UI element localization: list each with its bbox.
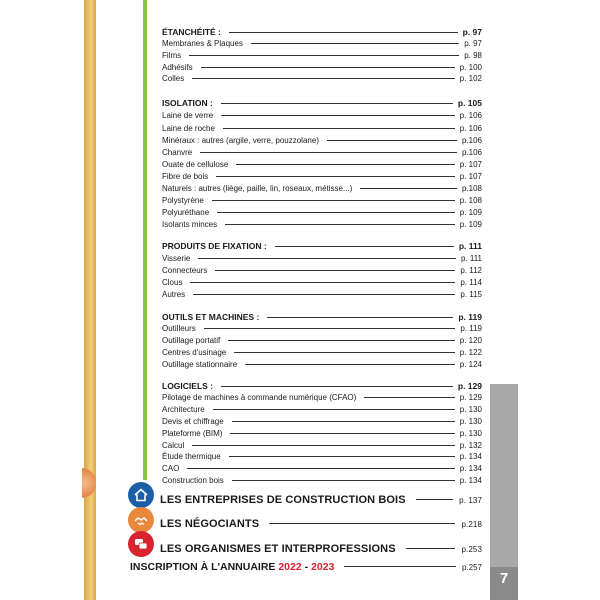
toc-item-label: Minéraux : autres (argile, verre, pouzzolane) [162, 136, 319, 145]
dot-leader [221, 103, 453, 104]
toc-heading-etancheite[interactable] [162, 27, 482, 37]
page-number: 7 [499, 570, 509, 587]
toc-page-ref: p. 105 [457, 98, 482, 108]
toc-page-ref: p. 129 [459, 393, 482, 402]
section-organismes-interprofessions[interactable] [160, 543, 482, 555]
toc-item[interactable] [162, 111, 482, 121]
toc-heading-label: ISOLATION : [162, 98, 213, 108]
toc-page-ref: p. 97 [464, 39, 482, 48]
toc-page-ref: p. 122 [459, 348, 482, 357]
toc-item[interactable] [162, 124, 482, 134]
toc-page-ref: p. 134 [459, 476, 482, 485]
dot-leader [236, 164, 454, 165]
toc-item-label: Centres d'usinage [162, 348, 227, 357]
toc-item-label: Outillage stationnaire [162, 360, 238, 369]
toc-item[interactable] [162, 393, 482, 403]
toc-item-label: Laine de verre [162, 111, 214, 120]
toc-item-label: Adhésifs [162, 63, 193, 72]
toc-item[interactable] [162, 348, 482, 358]
toc-page-ref: p. 124 [459, 360, 482, 369]
dot-leader [269, 523, 455, 524]
toc-item-label: Construction bois [162, 476, 224, 485]
dot-leader [192, 445, 455, 446]
dot-leader [360, 188, 457, 189]
toc-item[interactable] [162, 464, 482, 474]
toc-page-ref: p. 130 [459, 417, 482, 426]
section-label: LES ORGANISMES ET INTERPROFESSIONS [160, 543, 396, 555]
dot-leader [193, 294, 455, 295]
toc-page-ref: p.106 [461, 148, 482, 157]
dot-leader [213, 409, 455, 410]
toc-item[interactable] [162, 220, 482, 230]
dot-leader [406, 548, 456, 549]
section-label: LES NÉGOCIANTS [160, 518, 260, 530]
dot-leader [201, 67, 455, 68]
toc-item-label: Colles [162, 74, 185, 83]
toc-item[interactable] [162, 417, 482, 427]
toc-item[interactable] [162, 63, 482, 73]
toc-item[interactable] [162, 254, 482, 264]
dot-leader [192, 78, 455, 79]
dot-leader [232, 480, 455, 481]
house-icon [128, 482, 154, 508]
toc-item-label: Fibre de bois [162, 172, 209, 181]
toc-heading-label: LOGICIELS : [162, 381, 213, 391]
toc-page-ref: p. 114 [460, 278, 482, 287]
toc-page-ref: p.257 [461, 563, 482, 572]
toc-page-ref: p. 97 [462, 27, 482, 37]
toc-item-label: Films [162, 51, 182, 60]
dot-leader [229, 32, 458, 33]
toc-heading-produits-de-fixation[interactable] [162, 241, 482, 251]
toc-page-ref: p.108 [461, 184, 482, 193]
toc-page-ref: p. 130 [459, 429, 482, 438]
toc-page-ref: p. 115 [460, 290, 482, 299]
toc-page-ref: p. 98 [464, 51, 482, 60]
toc-heading-label: PRODUITS DE FIXATION : [162, 241, 267, 251]
toc-item[interactable] [162, 172, 482, 182]
section-label: LES ENTREPRISES DE CONSTRUCTION BOIS [160, 494, 406, 506]
dot-leader [327, 140, 457, 141]
toc-page-ref: p. 100 [459, 63, 482, 72]
dot-leader [275, 246, 454, 247]
dot-leader [200, 152, 457, 153]
toc-item[interactable] [162, 324, 482, 334]
toc-page-ref: p. 130 [459, 405, 482, 414]
toc-item-label: Outillage portatif [162, 336, 221, 345]
toc-item[interactable] [162, 148, 482, 158]
toc-item-label: Membranes & Plaques [162, 39, 243, 48]
toc-page-ref: p.106 [461, 136, 482, 145]
dot-leader [251, 43, 459, 44]
dot-leader [216, 176, 455, 177]
toc-item[interactable] [162, 196, 482, 206]
toc-page-ref: p. 119 [458, 312, 482, 322]
dot-leader [189, 55, 459, 56]
toc-page-ref: p. 109 [459, 208, 482, 217]
toc-item-label: Autres [162, 290, 186, 299]
toc-item-label: Connecteurs [162, 266, 208, 275]
toc-item-label: Chanvre [162, 148, 193, 157]
toc-item-label: Plateforme (BIM) [162, 429, 223, 438]
toc-item[interactable] [162, 208, 482, 218]
dot-leader [221, 115, 455, 116]
toc-item-label: Calcul [162, 441, 185, 450]
toc-page-ref: p. 119 [460, 324, 482, 333]
toc-item[interactable] [162, 160, 482, 170]
toc-heading-outils-et-machines[interactable] [162, 312, 482, 322]
toc-item-label: Visserie [162, 254, 191, 263]
toc-item-label: Polystyrène [162, 196, 204, 205]
speech-bubbles-icon [128, 531, 154, 557]
toc-item[interactable] [162, 405, 482, 415]
toc-item-label: CAO [162, 464, 180, 473]
toc-page-ref: p. 108 [459, 196, 482, 205]
toc-heading-isolation[interactable] [162, 98, 482, 108]
toc-item-label: Ouate de cellulose [162, 160, 229, 169]
inscription-label [130, 561, 334, 573]
toc-page-ref: p. 134 [459, 452, 482, 461]
dot-leader [230, 433, 454, 434]
toc-item-label: Étude thermique [162, 452, 221, 461]
toc-item[interactable] [162, 429, 482, 439]
dot-leader [245, 364, 455, 365]
dot-leader [225, 224, 455, 225]
dot-leader [416, 499, 454, 500]
toc-item-label: Polyuréthane [162, 208, 210, 217]
toc-page-ref: p. 106 [459, 124, 482, 133]
inscription-annuaire[interactable] [130, 561, 482, 573]
dot-leader [212, 200, 455, 201]
toc-item-label: Architecture [162, 405, 205, 414]
toc-item[interactable] [162, 441, 482, 451]
toc-heading-label: ÉTANCHÉITÉ : [162, 27, 221, 37]
toc-page-ref: p.218 [461, 520, 482, 529]
toc-page-ref: p. 137 [459, 496, 482, 505]
toc-item-label: Laine de roche [162, 124, 215, 133]
toc-heading-label: OUTILS ET MACHINES : [162, 312, 260, 322]
dot-leader [221, 386, 453, 387]
dot-leader [234, 352, 455, 353]
dot-leader [223, 128, 455, 129]
year-start: 2022 [278, 561, 302, 573]
toc-page-ref: p. 111 [460, 254, 482, 263]
wood-texture-strip [84, 0, 96, 600]
dot-leader [364, 397, 454, 398]
toc-item[interactable] [162, 266, 482, 276]
toc-page-ref: p. 109 [459, 220, 482, 229]
section-entreprises-construction-bois[interactable] [160, 494, 482, 506]
toc-page-ref: p.253 [461, 545, 482, 554]
toc-page-ref: p. 112 [460, 266, 482, 275]
dot-leader [187, 468, 454, 469]
inscription-prefix: INSCRIPTION À L'ANNUAIRE [130, 561, 279, 573]
toc-page-ref: p. 132 [459, 441, 482, 450]
toc-page-ref: p. 111 [458, 241, 482, 251]
toc-item-label: Pilotage de machines à commande numérique (CFAO) [162, 393, 357, 402]
toc-item-label: Devis et chiffrage [162, 417, 224, 426]
toc-item[interactable] [162, 74, 482, 84]
dot-leader [344, 566, 456, 567]
toc-item-label: Clous [162, 278, 183, 287]
handshake-icon [128, 507, 154, 533]
toc-item-label: Outilleurs [162, 324, 196, 333]
dot-leader [190, 282, 455, 283]
toc-item-label: Isolants minces [162, 220, 218, 229]
toc-page-ref: p. 102 [459, 74, 482, 83]
toc-item[interactable] [162, 278, 482, 288]
year-end: 2023 [311, 561, 335, 573]
dot-leader [228, 340, 454, 341]
year-separator: - [301, 561, 312, 573]
section-negociants[interactable] [160, 518, 482, 530]
toc-page-ref: p. 120 [459, 336, 482, 345]
toc-page-ref: p. 107 [459, 160, 482, 169]
dot-leader [204, 328, 456, 329]
toc-item[interactable] [162, 136, 482, 146]
dot-leader [198, 258, 456, 259]
toc-page-ref: p. 106 [459, 111, 482, 120]
toc-page-ref: p. 129 [457, 381, 482, 391]
green-vertical-rule [143, 0, 147, 480]
toc-item[interactable] [162, 39, 482, 49]
toc-item-label: Naturels : autres (liège, paille, lin, roseaux, métisse...) [162, 184, 353, 193]
toc-item[interactable] [162, 290, 482, 300]
toc-item[interactable] [162, 184, 482, 194]
dot-leader [232, 421, 455, 422]
toc-heading-logiciels[interactable] [162, 381, 482, 391]
dot-leader [267, 317, 453, 318]
toc-page-ref: p. 134 [459, 464, 482, 473]
dot-leader [229, 456, 455, 457]
toc-item[interactable] [162, 452, 482, 462]
toc-page-ref: p. 107 [459, 172, 482, 181]
toc-item[interactable] [162, 360, 482, 370]
dot-leader [215, 270, 455, 271]
toc-item[interactable] [162, 476, 482, 486]
toc-item[interactable] [162, 51, 482, 61]
toc-item[interactable] [162, 336, 482, 346]
dot-leader [217, 212, 455, 213]
